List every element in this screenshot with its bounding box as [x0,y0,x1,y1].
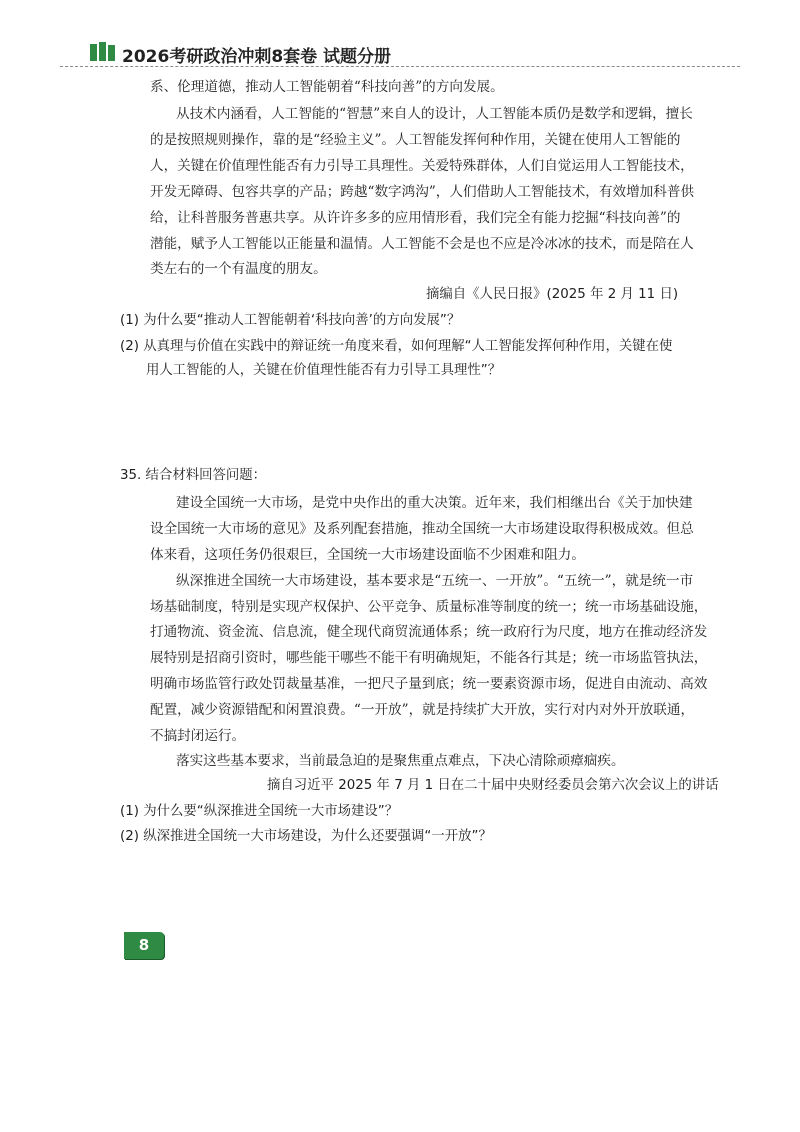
q34-material-line: 给，让科普服务普惠共享。从许许多多的应用情形看，我们完全有能力挖掘“科技向善”的 [150,210,681,226]
book-logo-icon [90,42,116,62]
q34-material-line: 类左右的一个有温度的朋友。 [150,261,327,277]
q35-material-line: 设全国统一大市场的意见》及系列配套措施，推动全国统一大市场建设取得积极成效。但总 [150,521,694,537]
header-divider [60,66,740,67]
page-number: 8 [124,932,164,959]
q35-material-line: 纵深推进全国统一大市场建设，基本要求是“五统一、一开放”。“五统一”，就是统一市 [176,573,694,589]
q34-question-2: (2) 从真理与价值在实践中的辩证统一角度来看，如何理解“人工智能发挥何种作用，关键在使 [120,339,673,354]
q35-material-line: 展特别是招商引资时，哪些能干哪些不能干有明确规矩，不能各行其是；统一市场监管执法， [150,650,708,666]
page-header [0,0,800,70]
q35-material-line: 打通物流、资金流、信息流，健全现代商贸流通体系；统一政府行为尺度，地方在推动经济发 [150,624,708,640]
q34-material-line: 系、伦理道德，推动人工智能朝着“科技向善”的方向发展。 [150,79,504,95]
q34-material-line: 从技术内涵看，人工智能的“智慧”来自人的设计，人工智能本质仍是数学和逻辑，擅长 [176,106,693,122]
q34-question-2-cont: 用人工智能的人，关键在价值理性能否有力引导工具理性”？ [146,363,502,378]
q35-question-1: (1) 为什么要“纵深推进全国统一大市场建设”？ [120,804,399,819]
q35-material-line: 不搞封闭运行。 [150,728,246,744]
q35-source: 摘自习近平 2025 年 7 月 1 日在二十届中央财经委员会第六次会议上的讲话 [267,778,719,793]
q34-material-line: 人，关键在价值理性能否有力引导工具理性。关爱特殊群体，人们自觉运用人工智能技术， [150,158,694,174]
q35-material-line: 建设全国统一大市场，是党中央作出的重大决策。近年来，我们相继出台《关于加快建 [176,495,693,511]
q34-material-line: 潜能，赋予人工智能以正能量和温情。人工智能不会是也不应是冷冰冰的技术，而是陪在人 [150,236,694,252]
q35-material-line: 明确市场监管行政处罚裁量基准，一把尺子量到底；统一要素资源市场，促进自由流动、高效 [150,676,708,692]
q34-question-1: (1) 为什么要“推动人工智能朝着‘科技向善’的方向发展”？ [120,313,461,328]
header-title: 2026考研政治冲刺8套卷 试题分册 [122,47,392,67]
q34-material-line: 的是按照规则操作，靠的是“经验主义”。人工智能发挥何种作用，关键在使用人工智能的 [150,132,681,148]
q35-heading: 35. 结合材料回答问题： [120,468,267,483]
q35-material-line: 落实这些基本要求，当前最急迫的是聚焦重点难点，下决心清除顽瘴痼疾。 [176,753,625,769]
q35-material-line: 体来看，这项任务仍很艰巨，全国统一大市场建设面临不少困难和阻力。 [150,547,585,563]
q34-material-line: 开发无障碍、包容共享的产品；跨越“数字鸿沟”，人们借助人工智能技术，有效增加科普供 [150,184,695,200]
q35-question-2: (2) 纵深推进全国统一大市场建设，为什么还要强调“一开放”？ [120,829,492,844]
q35-material-line: 配置，减少资源错配和闲置浪费。“一开放”，就是持续扩大开放，实行对内对外开放联通， [150,702,695,718]
q34-source: 摘编自《人民日报》(2025 年 2 月 11 日) [426,287,679,302]
q35-material-line: 场基础制度，特别是实现产权保护、公平竞争、质量标准等制度的统一；统一市场基础设施， [150,599,708,615]
